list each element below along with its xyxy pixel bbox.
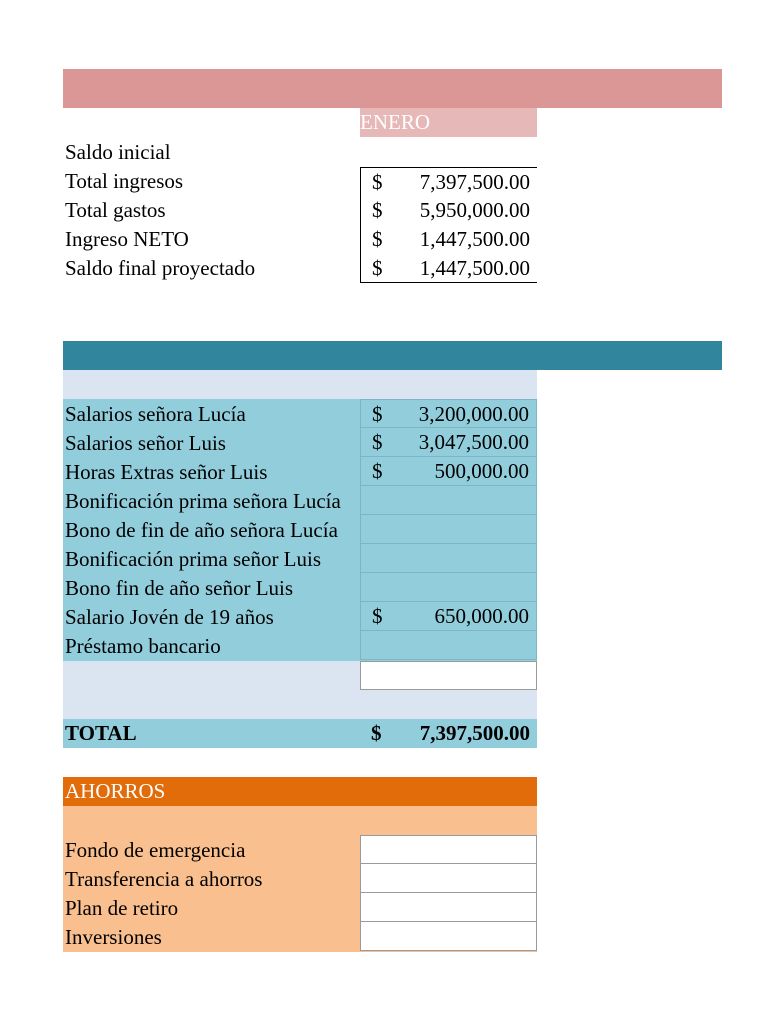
total-cell[interactable] [360,719,537,748]
currency-symbol: $ [372,604,383,628]
income-cell-salario-lucia[interactable] [360,399,537,428]
income-cell-prima-lucia[interactable] [360,486,537,515]
summary-header-band [63,69,722,108]
income-label-bono-luis: Bono fin de año señor Luis [65,576,294,600]
income-label-prima-luis: Bonificación prima señor Luis [65,547,322,571]
summary-label-ingreso-neto: Ingreso NETO [65,227,189,251]
savings-input-fondo-emergencia[interactable] [360,835,537,864]
income-label-horas-extras: Horas Extras señor Luis [65,460,268,484]
amount-value: 500,000.00 [434,459,529,483]
summary-cell-ingreso-neto[interactable] [360,225,537,254]
income-label-salario-luis: Salarios señor Luis [65,431,226,455]
month-label: ENERO [360,110,430,134]
currency-symbol: $ [372,256,383,280]
total-amount: 7,397,500.00 [419,721,530,745]
savings-input-plan-retiro[interactable] [360,893,537,922]
income-header-band [63,341,722,370]
total-label: TOTAL [65,721,137,745]
income-spacer-top [63,370,537,399]
summary-cell-saldo-final[interactable] [360,254,537,283]
income-label-bono-lucia: Bono de fin de año señora Lucía [65,518,338,542]
summary-cell-saldo-inicial[interactable] [360,138,537,167]
currency-symbol: $ [372,170,383,194]
income-cell-prima-luis[interactable] [360,544,537,573]
amount-value: 7,397,500.00 [419,170,530,194]
amount-value: 1,447,500.00 [419,256,530,280]
currency-symbol: $ [372,198,383,222]
savings-label-transferencia: Transferencia a ahorros [65,867,263,891]
amount-value: 5,950,000.00 [419,198,530,222]
savings-title: AHORROS [65,779,166,803]
summary-label-saldo-final: Saldo final proyectado [65,256,256,280]
income-cell-prestamo[interactable] [360,631,537,660]
amount-value: 650,000.00 [434,604,529,628]
income-label-salario-lucia: Salarios señora Lucía [65,402,246,426]
summary-cell-total-ingresos[interactable] [360,167,537,196]
summary-label-total-gastos: Total gastos [65,198,166,222]
income-label-salario-joven: Salario Jovén de 19 años [65,605,274,629]
summary-cell-total-gastos[interactable] [360,196,537,225]
month-header-cell[interactable] [360,108,537,137]
income-cell-salario-luis[interactable] [360,428,537,457]
income-label-prestamo: Préstamo bancario [65,634,221,658]
income-empty-input-cell[interactable] [360,661,537,690]
currency-symbol: $ [372,402,383,426]
summary-label-saldo-inicial: Saldo inicial [65,140,171,164]
currency-symbol: $ [371,721,382,745]
income-cell-horas-extras[interactable] [360,457,537,486]
income-cell-salario-joven[interactable] [360,602,537,631]
amount-value: 3,047,500.00 [418,430,529,454]
savings-input-inversiones[interactable] [360,922,537,951]
savings-input-transferencia[interactable] [360,864,537,893]
currency-symbol: $ [372,430,383,454]
income-cell-bono-lucia[interactable] [360,515,537,544]
currency-symbol: $ [372,459,383,483]
currency-symbol: $ [372,227,383,251]
savings-label-inversiones: Inversiones [65,925,162,949]
savings-label-fondo-emergencia: Fondo de emergencia [65,838,246,862]
income-label-prima-lucia: Bonificación prima señora Lucía [65,489,341,513]
amount-value: 3,200,000.00 [418,402,529,426]
summary-label-total-ingresos: Total ingresos [65,169,184,193]
amount-value: 1,447,500.00 [419,227,530,251]
savings-label-plan-retiro: Plan de retiro [65,896,179,920]
income-cell-bono-luis[interactable] [360,573,537,602]
